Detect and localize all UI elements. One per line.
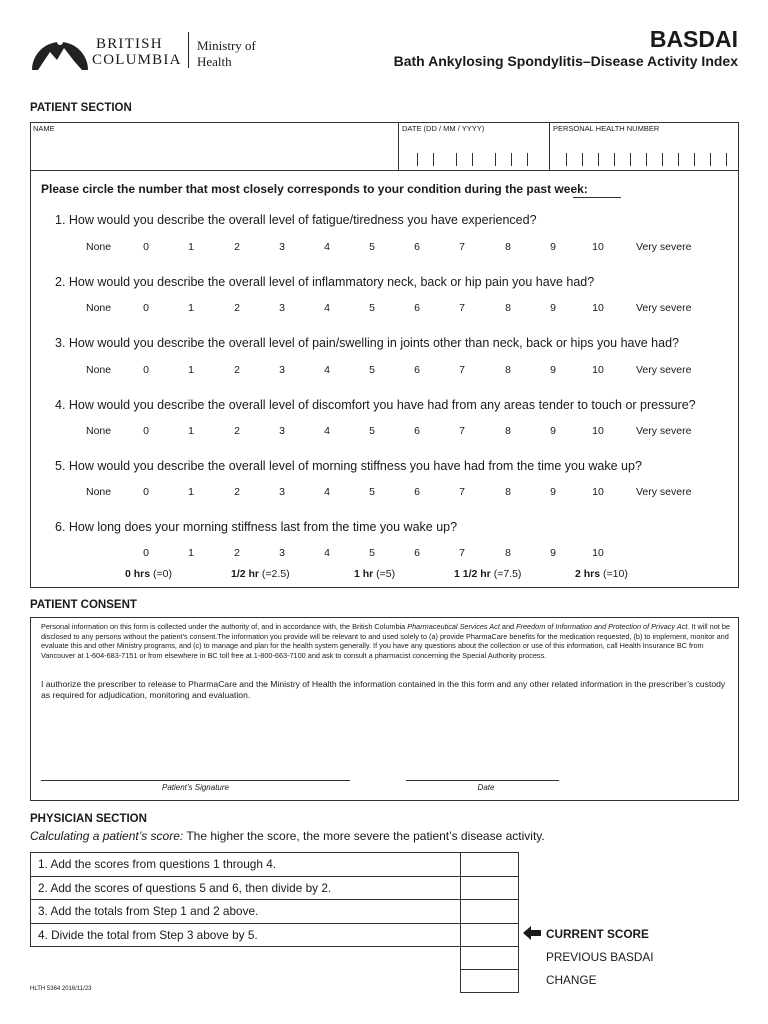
- change-label: CHANGE: [546, 973, 597, 987]
- digit-box-divider: [472, 153, 473, 166]
- brand-divider: [188, 32, 189, 68]
- name-field-label: NAME: [33, 124, 55, 133]
- step-2-score-input[interactable]: [461, 876, 519, 900]
- brand-name-line1: BRITISH: [96, 36, 163, 52]
- digit-box-divider: [646, 153, 647, 166]
- arrow-left-icon: [522, 925, 542, 946]
- scale-none-label: None: [86, 486, 112, 498]
- question-2: 2. How would you describe the overall level of inflammatory neck, back or hip pain you have had?: [55, 275, 595, 289]
- question-5-scale-option-9[interactable]: 9: [550, 486, 556, 498]
- digit-box-divider: [710, 153, 711, 166]
- question-2-scale-option-4[interactable]: 4: [324, 302, 330, 314]
- digit-box-divider: [433, 153, 434, 166]
- question-6-scale-option-6[interactable]: 6: [414, 547, 420, 559]
- digit-box-divider: [662, 153, 663, 166]
- phn-input[interactable]: [551, 136, 738, 169]
- digit-box-divider: [678, 153, 679, 166]
- scale-very-severe-label: Very severe: [636, 364, 692, 376]
- question-4-scale-option-8[interactable]: 8: [505, 425, 511, 437]
- scale-very-severe-label: Very severe: [636, 425, 692, 437]
- digit-box-divider: [726, 153, 727, 166]
- question-1-scale-option-8[interactable]: 8: [505, 241, 511, 253]
- question-4-scale-option-4[interactable]: 4: [324, 425, 330, 437]
- question-2-scale-option-10[interactable]: 10: [592, 302, 604, 314]
- duration-label-2hrs: 2 hrs (=10): [575, 568, 628, 580]
- question-2-scale-option-9[interactable]: 9: [550, 302, 556, 314]
- digit-box-divider: [630, 153, 631, 166]
- digit-box-divider: [527, 153, 528, 166]
- score-calculation-table: [30, 852, 519, 947]
- phn-field-label: PERSONAL HEALTH NUMBER: [553, 124, 660, 133]
- question-4-scale-option-7[interactable]: 7: [459, 425, 465, 437]
- question-5-scale-option-4[interactable]: 4: [324, 486, 330, 498]
- document-subtitle: Bath Ankylosing Spondylitis–Disease Activity Index: [393, 53, 738, 69]
- question-3-scale-option-3[interactable]: 3: [279, 364, 285, 376]
- question-5-scale-option-7[interactable]: 7: [459, 486, 465, 498]
- question-5-scale-option-3[interactable]: 3: [279, 486, 285, 498]
- scale-very-severe-label: Very severe: [636, 241, 692, 253]
- date-field-label: DATE (DD / MM / YYYY): [402, 124, 485, 133]
- brand-name-line2: COLUMBIA: [92, 52, 182, 68]
- question-3-scale-option-6[interactable]: 6: [414, 364, 420, 376]
- question-1-scale-option-10[interactable]: 10: [592, 241, 604, 253]
- question-5: 5. How would you describe the overall level of morning stiffness you have had from the time you wake up?: [55, 459, 642, 473]
- digit-box-divider: [614, 153, 615, 166]
- question-4-scale-option-1[interactable]: 1: [188, 425, 194, 437]
- signature-date-label: Date: [477, 783, 495, 792]
- question-1-scale-option-1[interactable]: 1: [188, 241, 194, 253]
- question-5-scale-option-6[interactable]: 6: [414, 486, 420, 498]
- question-4: 4. How would you describe the overall level of discomfort you have had from any areas tender to touch or pressure?: [55, 398, 696, 412]
- question-3-scale-option-0[interactable]: 0: [143, 364, 149, 376]
- question-6-scale-option-10[interactable]: 10: [592, 547, 604, 559]
- question-3-scale-option-4[interactable]: 4: [324, 364, 330, 376]
- question-1-scale-option-6[interactable]: 6: [414, 241, 420, 253]
- step-4-text: 4. Divide the total from Step 3 above by 5.: [31, 923, 461, 947]
- question-2-scale-option-0[interactable]: 0: [143, 302, 149, 314]
- question-5-scale-option-10[interactable]: 10: [592, 486, 604, 498]
- question-5-scale-option-5[interactable]: 5: [369, 486, 375, 498]
- question-3-scale-option-9[interactable]: 9: [550, 364, 556, 376]
- document-title: BASDAI: [649, 26, 738, 52]
- scale-none-label: None: [86, 425, 112, 437]
- question-5-scale-option-8[interactable]: 8: [505, 486, 511, 498]
- question-6-scale-option-4[interactable]: 4: [324, 547, 330, 559]
- duration-label-half-hr: 1/2 hr (=2.5): [231, 568, 290, 580]
- ministry-name-line1: Ministry of: [197, 38, 256, 53]
- question-1-scale-option-2[interactable]: 2: [234, 241, 240, 253]
- question-4-scale-option-5[interactable]: 5: [369, 425, 375, 437]
- question-1: 1. How would you describe the overall level of fatigue/tiredness you have experienced?: [55, 213, 537, 227]
- scale-very-severe-label: Very severe: [636, 486, 692, 498]
- question-2-scale-option-2[interactable]: 2: [234, 302, 240, 314]
- table-row: [31, 853, 519, 877]
- question-6-scale-option-2[interactable]: 2: [234, 547, 240, 559]
- question-6-scale-option-9[interactable]: 9: [550, 547, 556, 559]
- calculation-description: Calculating a patient’s score: The higher the score, the more severe the patient’s disease activity.: [30, 829, 545, 843]
- date-input[interactable]: [400, 136, 548, 169]
- question-3-scale-option-5[interactable]: 5: [369, 364, 375, 376]
- digit-box-divider: [417, 153, 418, 166]
- question-6-scale-option-0[interactable]: 0: [143, 547, 149, 559]
- question-4-scale-option-0[interactable]: 0: [143, 425, 149, 437]
- digit-box-divider: [566, 153, 567, 166]
- signature-date-input-line[interactable]: [406, 780, 559, 781]
- bc-logo-icon: [30, 30, 90, 72]
- question-4-scale-option-3[interactable]: 3: [279, 425, 285, 437]
- question-3-scale-option-8[interactable]: 8: [505, 364, 511, 376]
- previous-basdai-input[interactable]: [460, 946, 519, 970]
- step-2-text: 2. Add the scores of questions 5 and 6, then divide by 2.: [31, 876, 461, 900]
- question-3-scale-option-2[interactable]: 2: [234, 364, 240, 376]
- scale-none-label: None: [86, 302, 112, 314]
- question-3-scale-option-1[interactable]: 1: [188, 364, 194, 376]
- table-row: [31, 876, 519, 900]
- authorization-text: I authorize the prescriber to release to PharmaCare and the Ministry of Health the information contained in the this form and any other related information in the prescriber’s custody as required for adjudication, monitoring and evaluation.: [41, 679, 726, 700]
- digit-box-divider: [694, 153, 695, 166]
- duration-label-1-5hr: 1 1/2 hr (=7.5): [454, 568, 522, 580]
- question-6-scale-option-5[interactable]: 5: [369, 547, 375, 559]
- question-2-scale-option-7[interactable]: 7: [459, 302, 465, 314]
- question-5-scale-option-2[interactable]: 2: [234, 486, 240, 498]
- digit-box-divider: [582, 153, 583, 166]
- question-3: 3. How would you describe the overall level of pain/swelling in joints other than neck, back or hips you have had?: [55, 336, 679, 350]
- current-score-label: CURRENT SCORE: [546, 927, 649, 941]
- question-1-scale-option-3[interactable]: 3: [279, 241, 285, 253]
- field-row-divider: [30, 170, 739, 171]
- patient-section-heading: PATIENT SECTION: [30, 102, 132, 114]
- name-input[interactable]: [33, 136, 393, 168]
- step-3-text: 3. Add the totals from Step 1 and 2 above.: [31, 900, 461, 924]
- question-1-scale-option-9[interactable]: 9: [550, 241, 556, 253]
- step-1-text: 1. Add the scores from questions 1 through 4.: [31, 853, 461, 877]
- question-6: 6. How long does your morning stiffness last from the time you wake up?: [55, 520, 458, 534]
- duration-label-0hrs: 0 hrs (=0): [125, 568, 172, 580]
- question-6-scale-option-1[interactable]: 1: [188, 547, 194, 559]
- question-5-scale-option-1[interactable]: 1: [188, 486, 194, 498]
- question-6-scale-option-8[interactable]: 8: [505, 547, 511, 559]
- instruction-text: Please circle the number that most closely corresponds to your condition during the past week:: [41, 182, 588, 196]
- question-6-scale-option-3[interactable]: 3: [279, 547, 285, 559]
- field-col-divider: [549, 122, 550, 170]
- question-3-scale-option-7[interactable]: 7: [459, 364, 465, 376]
- table-row: [31, 923, 519, 947]
- physician-section-heading: PHYSICIAN SECTION: [30, 813, 147, 825]
- digit-box-divider: [495, 153, 496, 166]
- question-1-scale-option-7[interactable]: 7: [459, 241, 465, 253]
- question-1-scale-option-5[interactable]: 5: [369, 241, 375, 253]
- scale-very-severe-label: Very severe: [636, 302, 692, 314]
- question-3-scale-option-10[interactable]: 10: [592, 364, 604, 376]
- patient-consent-heading: PATIENT CONSENT: [30, 599, 137, 611]
- question-5-scale-option-0[interactable]: 0: [143, 486, 149, 498]
- previous-basdai-label: PREVIOUS BASDAI: [546, 950, 654, 964]
- step-1-score-input[interactable]: [461, 853, 519, 877]
- question-1-scale-option-0[interactable]: 0: [143, 241, 149, 253]
- form-code: HLTH 5364 2016/11/23: [30, 986, 92, 992]
- field-col-divider: [398, 122, 399, 170]
- question-2-scale-option-1[interactable]: 1: [188, 302, 194, 314]
- ministry-name-line2: Health: [197, 54, 232, 69]
- digit-box-divider: [598, 153, 599, 166]
- instruction-blank-line: [573, 197, 621, 198]
- signature-input-line[interactable]: [41, 780, 350, 781]
- question-4-scale-option-2[interactable]: 2: [234, 425, 240, 437]
- digit-box-divider: [511, 153, 512, 166]
- privacy-notice-text: Personal information on this form is collected under the authority of, and in accordance with, the British Columbia Pharmaceutical Services Act and Freedom of Information and Protection of Privacy Act. It will not be disclosed to any persons without the patient’s consent.The information you provide will be relevant to and used solely to (a) provide PharmaCare benefits for the medication requested, (b) to implement, monitor and evaluate this and other Ministry programs, and (c) to manage and plan for the health system generally. If you have any questions about the collection or use of this information, call Health Insurance BC from Vancouver at 1-604-683-7151 or from elsewhere in BC toll free at 1-800-663-7100 and ask to consult a pharmacist concerning the Special Authority process.: [41, 622, 730, 660]
- question-4-scale-option-10[interactable]: 10: [592, 425, 604, 437]
- current-score-input[interactable]: [461, 923, 519, 947]
- change-input[interactable]: [460, 969, 519, 993]
- question-2-scale-option-6[interactable]: 6: [414, 302, 420, 314]
- question-4-scale-option-9[interactable]: 9: [550, 425, 556, 437]
- question-2-scale-option-5[interactable]: 5: [369, 302, 375, 314]
- question-1-scale-option-4[interactable]: 4: [324, 241, 330, 253]
- question-2-scale-option-3[interactable]: 3: [279, 302, 285, 314]
- scale-none-label: None: [86, 241, 112, 253]
- signature-label: Patient’s Signature: [161, 783, 229, 792]
- question-6-scale-option-7[interactable]: 7: [459, 547, 465, 559]
- step-3-score-input[interactable]: [461, 900, 519, 924]
- question-2-scale-option-8[interactable]: 8: [505, 302, 511, 314]
- question-4-scale-option-6[interactable]: 6: [414, 425, 420, 437]
- scale-none-label: None: [86, 364, 112, 376]
- table-row: [31, 900, 519, 924]
- digit-box-divider: [456, 153, 457, 166]
- duration-label-1hr: 1 hr (=5): [354, 568, 396, 580]
